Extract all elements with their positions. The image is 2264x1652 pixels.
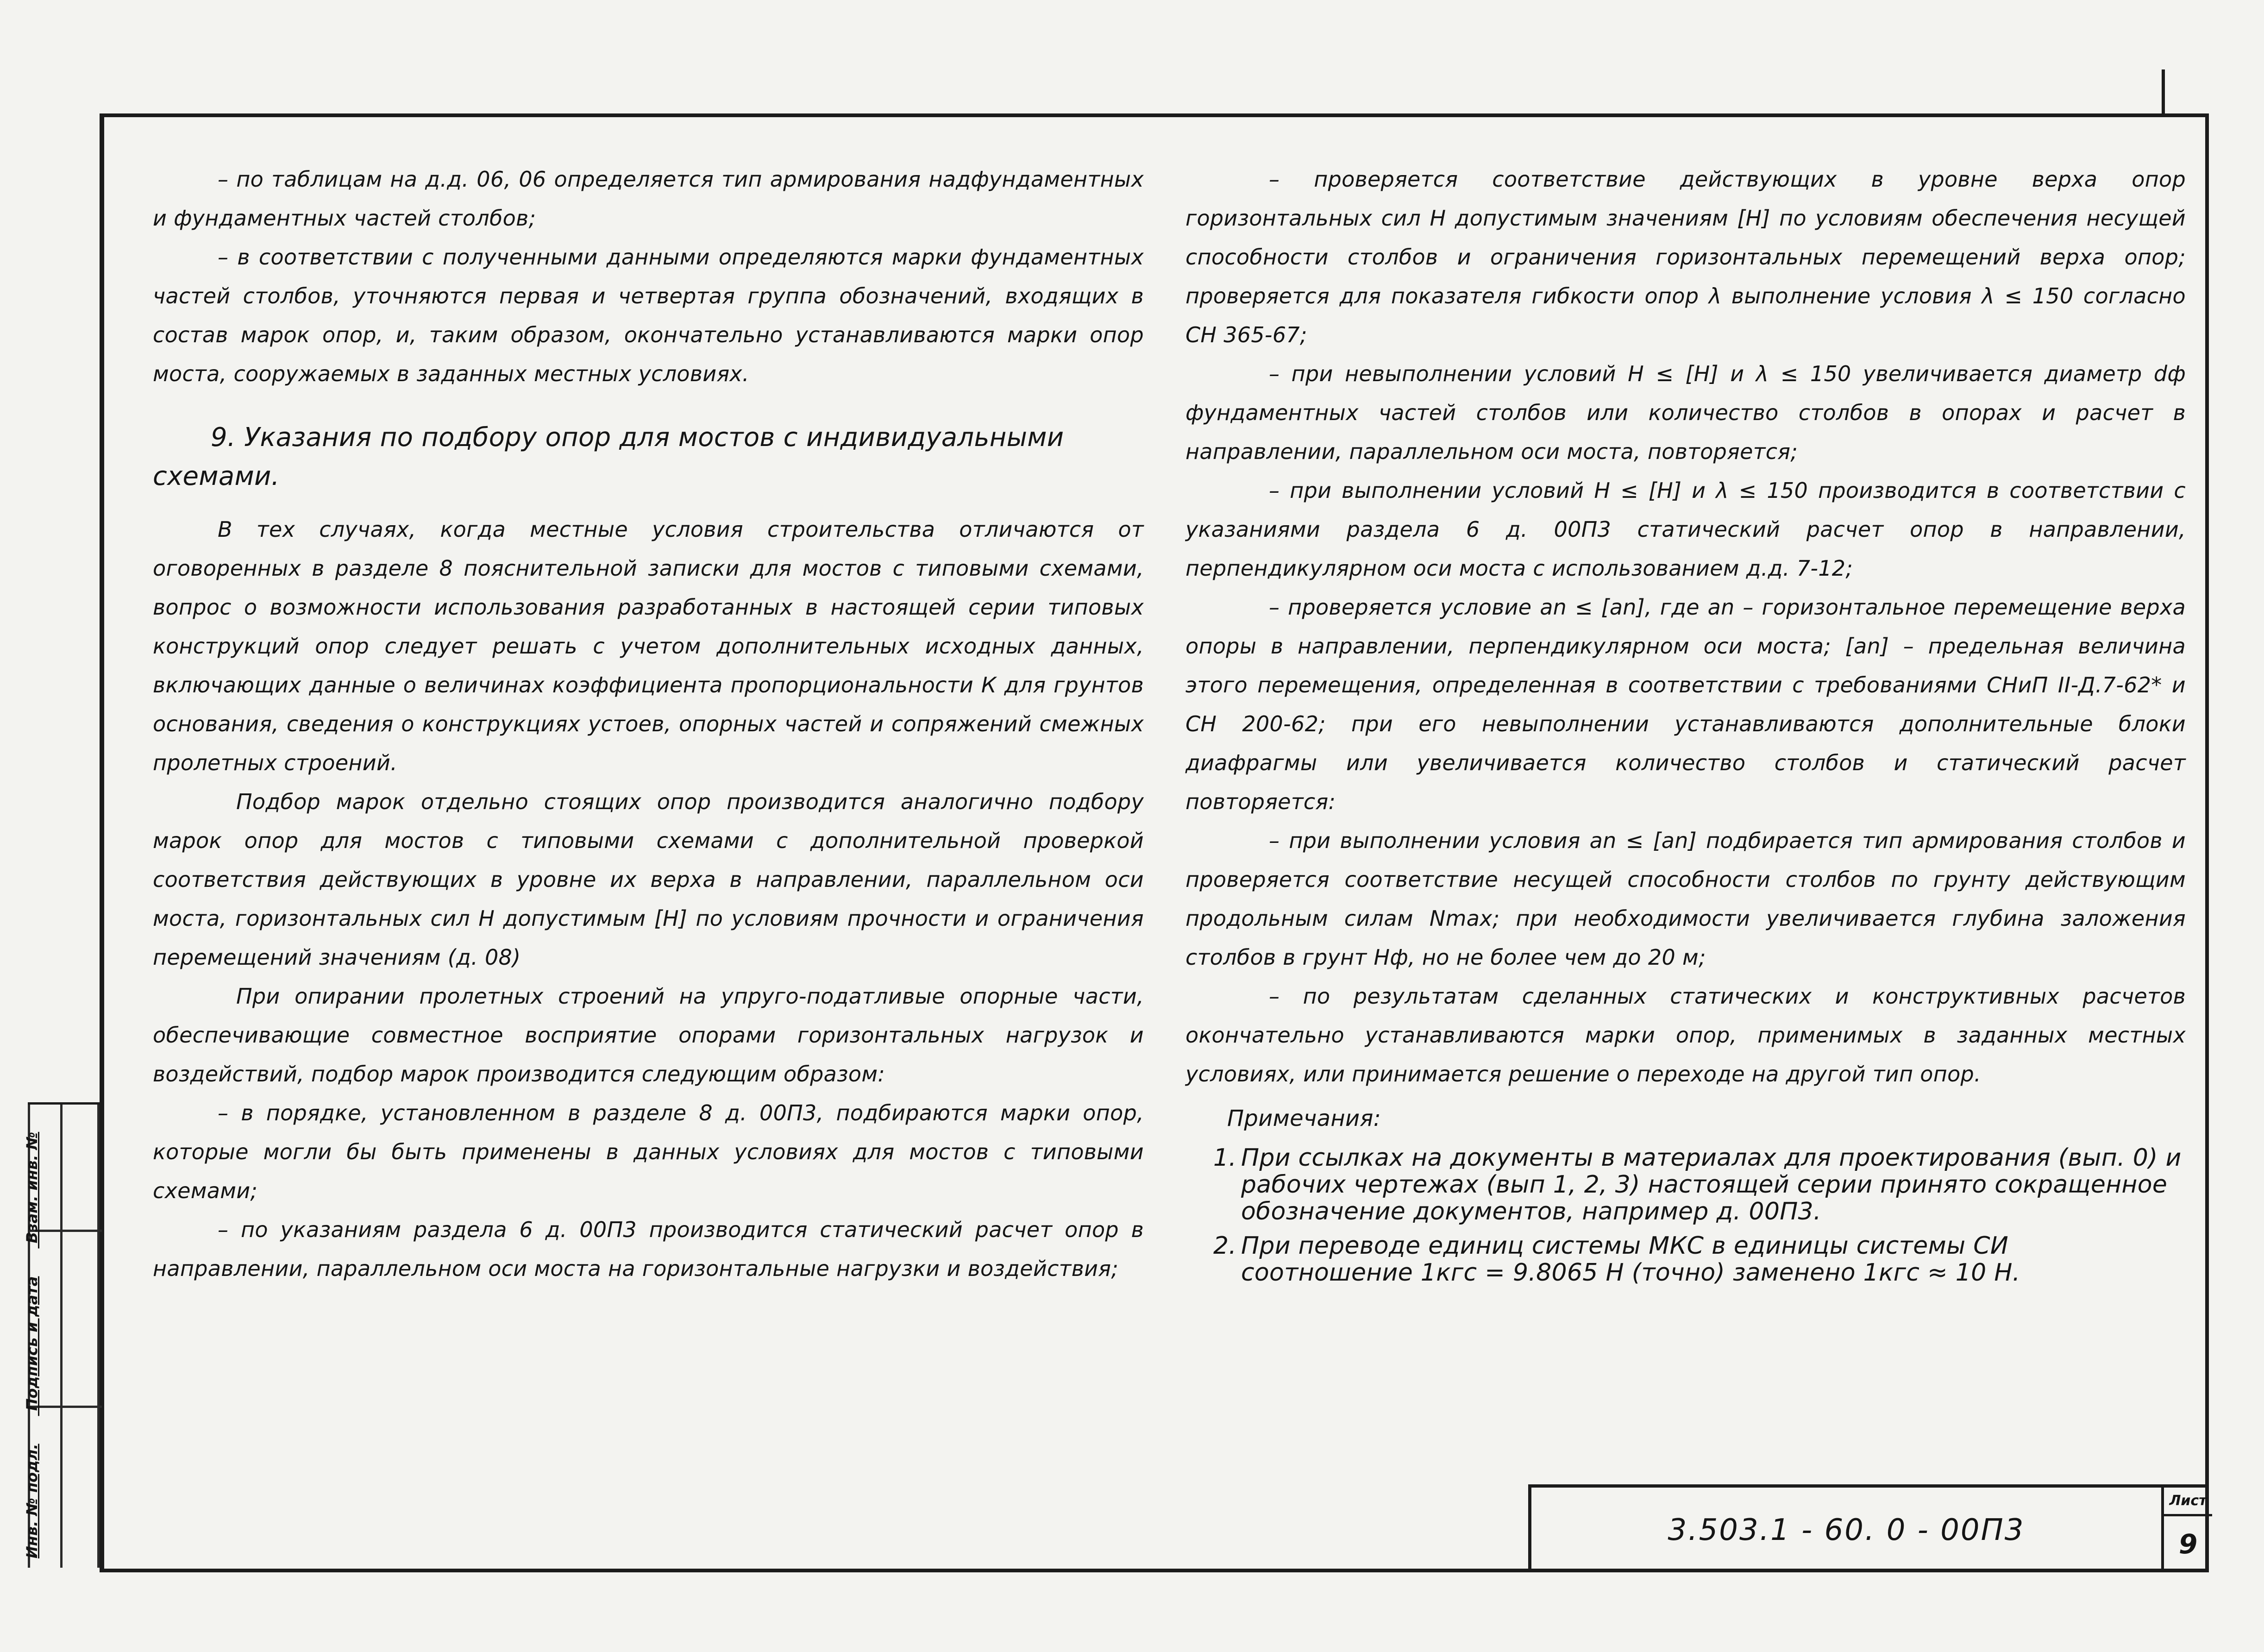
replace-label: Взам. инв. №	[23, 1131, 41, 1244]
section-heading: 9. Указания по подбору опор для мостов с индивидуальными схемами.	[153, 422, 1064, 491]
title-block	[1528, 1484, 2209, 1572]
sheet-number: 9	[2178, 1528, 2198, 1560]
notes-title: Примечания:	[1227, 1106, 1381, 1131]
notes-list	[1185, 1144, 2186, 1286]
frame-top-tick	[2162, 69, 2165, 116]
paragraph: – проверяется соответствие действующих в уровне верха опор горизонтальных сил Н допустимым значениям [Н] по условиям обеспечения несущей способности столбов и ограничения горизонтальных перемещений верха опор; проверяется для показателя гибкости опор λ выполнение условия λ ≤ 150 согласно СН 365-67;	[1185, 167, 2186, 347]
paragraph: – при невыполнении условий Н ≤ [Н] и λ ≤ 150 увеличивается диаметр dф фундаментных частей столбов или количество столбов в опорах и расчет в направлении, параллельном оси моста, повторяется;	[1185, 361, 2186, 464]
document-code: 3.503.1 - 60. 0 - 00П3	[1668, 1513, 2025, 1547]
paragraph: – по результатам сделанных статических и конструктивных расчетов окончательно устанавливаются марки опор, применимых в заданных местных условиях, или принимается решение о переходе на другой тип опор.	[1185, 984, 2186, 1087]
note-number: 1.	[1213, 1144, 1237, 1172]
note-item	[1213, 1144, 2186, 1225]
note-number: 2.	[1213, 1232, 1237, 1260]
note-item	[1213, 1232, 2186, 1286]
note-text: При переводе единиц системы МКС в единицы системы СИ соотношение 1кгс = 9.8065 Н (точно) заменено 1кгс ≈ 10 Н.	[1241, 1232, 2020, 1287]
paragraph: – в соответствии с полученными данными определяются марки фундаментных частей столбов, уточняются первая и четвертая группа обозначений, входящих в состав марок опор, и, таким образом, окончательно устанавливаются марки опор моста, сооружаемых в заданных местных условиях.	[153, 245, 1144, 386]
sheet-cell	[2161, 1488, 2212, 1572]
paragraph: – при выполнении условий Н ≤ [Н] и λ ≤ 150 производится в соответствии с указаниями раздела 6 д. 00П3 статический расчет опор в направлении, перпендикулярном оси моста с использованием д.д. 7-12;	[1185, 478, 2186, 581]
side-stamp-text	[23, 1095, 41, 1558]
inv-label: Инв. № подл.	[23, 1444, 41, 1558]
paragraph: В тех случаях, когда местные условия строительства отличаются от оговоренных в разделе 8 пояснительной записки для мостов с типовыми схемами, вопрос о возможности использования разработанных в настоящей серии типовых конструкций опор следует решать с учетом дополнительных исходных данных, включающих данные о величинах коэффициента пропорциональности К для грунтов основания, сведения о конструкциях устоев, опорных частей и сопряжений смежных пролетных строений.	[153, 517, 1144, 775]
paragraph: Подбор марок отдельно стоящих опор производится аналогично подбору марок опор для мостов с типовыми схемами с дополнительной проверкой соответствия действующих в уровне их верха в направлении, параллельном оси моста, горизонтальных сил Н допустимым [Н] по условиям прочности и ограничения перемещений значениям (д. 08)	[153, 789, 1144, 970]
sheet-label: Лист	[2164, 1488, 2212, 1516]
paragraph: – проверяется условие an ≤ [an], где an – горизонтальное перемещение верха опоры в направлении, перпендикулярном оси моста; [an] – предельная величина этого перемещения, определенная в соответствии с требованиями СНиП II-Д.7-62* и СН 200-62; при его невыполнении устанавливаются дополнительные блоки диафрагмы или увеличивается количество столбов и статический расчет повторяется:	[1185, 595, 2186, 814]
right-column	[1185, 160, 2186, 1294]
side-stamp-line	[97, 1105, 100, 1568]
paragraph: – в порядке, установленном в разделе 8 д. 00П3, подбираются марки опор, которые могли бы быть применены в данных условиях для мостов с типовыми схемами;	[153, 1100, 1144, 1203]
note-text: При ссылках на документы в материалах для проектирования (вып. 0) и рабочих чертежах (вып 1, 2, 3) настоящей серии принято сокращенное обозначение документов, например д. 00П3.	[1241, 1144, 2182, 1225]
paragraph: – по таблицам на д.д. 06, 06 определяется тип армирования надфундаментных и фундаментных частей столбов;	[153, 167, 1144, 231]
side-stamp-line	[60, 1105, 63, 1568]
sign-label: Подпись и дата	[23, 1276, 41, 1411]
archive-side-stamp	[23, 1102, 102, 1568]
left-column	[153, 160, 1144, 1288]
paragraph: При опирании пролетных строений на упруго-податливые опорные части, обеспечивающие совместное восприятие опорами горизонтальных нагрузок и воздействий, подбор марок производится следующим образом:	[153, 984, 1144, 1087]
paragraph: – по указаниям раздела 6 д. 00П3 производится статический расчет опор в направлении, параллельном оси моста на горизонтальные нагрузки и воздействия;	[153, 1217, 1144, 1281]
paragraph: – при выполнении условия an ≤ [an] подбирается тип армирования столбов и проверяется соответствие несущей способности столбов по грунту действующим продольным силам Nmax; при необходимости увеличивается глубина заложения столбов в грунт Нф, но не более чем до 20 м;	[1185, 828, 2186, 970]
